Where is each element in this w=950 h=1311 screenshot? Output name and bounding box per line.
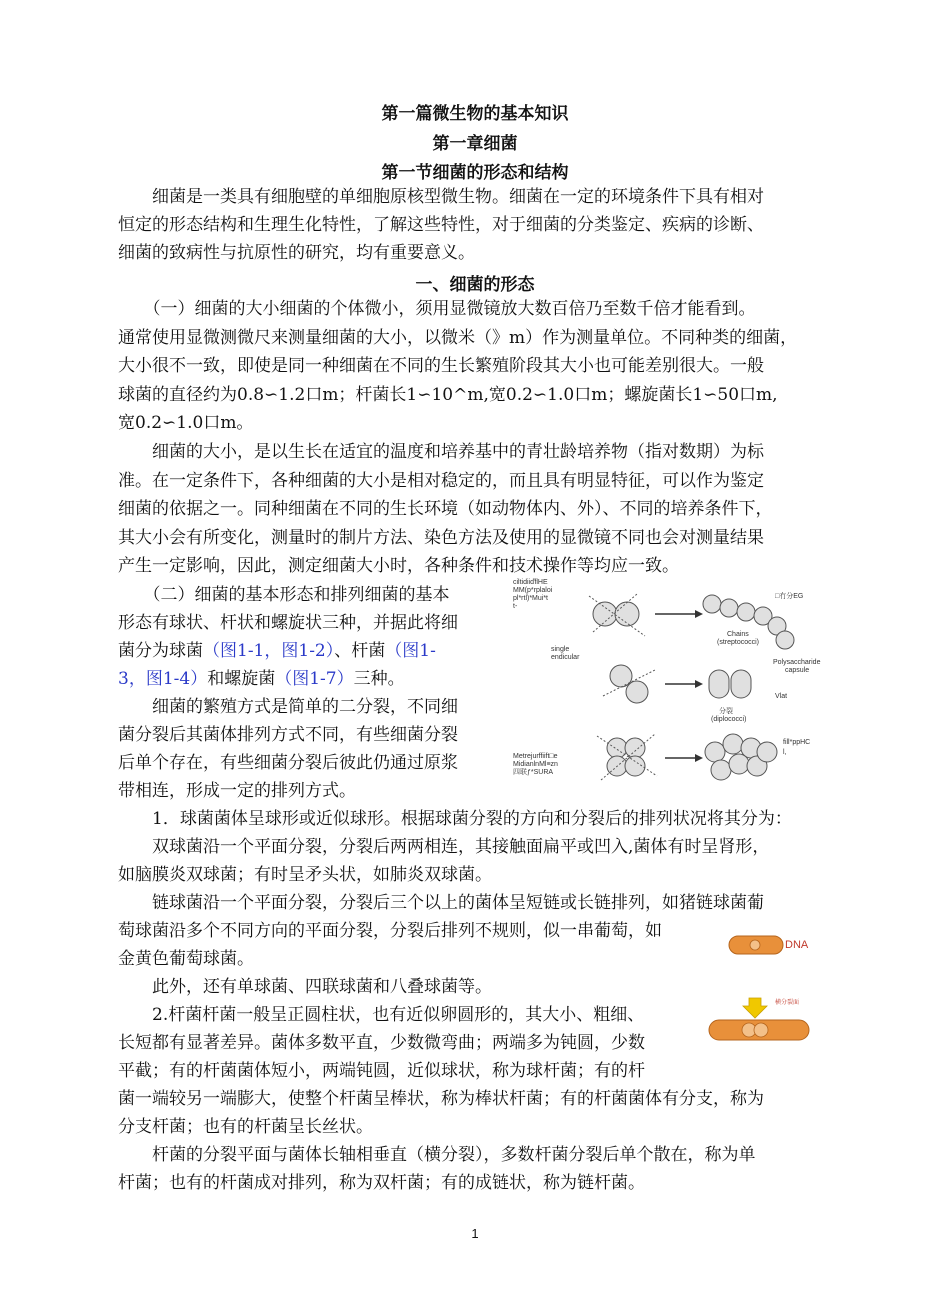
arrow-icon xyxy=(695,754,703,762)
cocci-line: 链球菌沿一个平面分裂，分裂后三个以上的菌体呈短链或长链排列，如猪链球菌葡 xyxy=(118,893,764,913)
cocci-pair-row1 xyxy=(589,594,645,636)
figure-label: 分裂 xyxy=(719,708,733,715)
figure-label: (streptococci) xyxy=(717,639,760,646)
arrow-down-icon xyxy=(743,998,767,1018)
figure-label: pl*rtl)*Mui*t xyxy=(513,595,549,602)
page-number: 1 xyxy=(471,1226,479,1241)
figure-label: MM(p*rplaloi xyxy=(513,587,553,594)
arrow-icon xyxy=(695,680,703,688)
figure-label: □冇分EG xyxy=(775,593,804,600)
rod-line: 分支杆菌；也有的杆菌呈长丝状。 xyxy=(118,1117,373,1137)
figure-label: ciltidiiďflHE xyxy=(513,579,548,586)
dividing-bacterium-image xyxy=(725,930,815,958)
dna-label: DNA xyxy=(785,939,809,951)
diplococci-row2 xyxy=(603,665,655,703)
figure-label: (diplococci) xyxy=(711,716,747,723)
repro-line: 后单个存在，有些细菌分裂后彼此仍通过原浆 xyxy=(118,753,458,773)
arrow-icon xyxy=(695,610,703,618)
cocci-line: 1．球菌菌体呈球形或近似球形。根据球菌分裂的方向和分裂后的排列状况将其分为： xyxy=(118,809,792,829)
diplococci-pair xyxy=(709,670,751,698)
staphylococci-cluster xyxy=(705,734,777,780)
figure-label: single xyxy=(551,646,570,653)
figure-label: Metrejurffiift□e xyxy=(513,753,558,760)
size-line-2: 准。在一定条件下，各种细菌的大小是相对稳定的，而且具有明显特征，可以作为鉴定 xyxy=(118,471,764,491)
chapter-title: 第一章细菌 xyxy=(432,134,518,154)
size-line: 宽0.2∽1.0口m。 xyxy=(118,413,254,433)
figure-label: l, xyxy=(783,749,787,756)
figure-ref-link[interactable]: 3，图1-4） xyxy=(118,669,208,689)
shape-line: （二）细菌的基本形态和排列细菌的基本 xyxy=(118,585,450,605)
rod-line: 杆菌；也有的杆菌成对排列，称为双杆菌；有的成链状，称为链杆菌。 xyxy=(118,1173,645,1193)
tetrad-row3 xyxy=(597,734,657,780)
size-line: 球菌的直径约为0.8∽1.2口m；杆菌长1∽10^m,宽0.2∽1.0口m；螺旋菌长1∽50口m, xyxy=(118,385,778,405)
size-line: 通常使用显微测微尺来测量细菌的大小，以微米（》m）作为测量单位。不同种类的细菌， xyxy=(118,328,798,348)
size-line: （一）细菌的大小细菌的个体微小，须用显微镜放大数百倍乃至数千倍才能看到。 xyxy=(118,299,756,319)
rod-division-image xyxy=(705,994,815,1052)
size-line-2: 细菌的大小，是以生长在适宜的温度和培养基中的青壮龄培养物（指对数期）为标 xyxy=(118,442,764,462)
repro-line: 带相连，形成一定的排列方式。 xyxy=(118,781,356,801)
repro-line: 细菌的繁殖方式是简单的二分裂，不同细 xyxy=(118,697,458,717)
cocci-line: 萄球菌沿多个不同方向的平面分裂，分裂后排列不规则，似一串葡萄，如 xyxy=(118,921,662,941)
figure-ref-link[interactable]: （图1- xyxy=(385,641,436,661)
rod-label: 横分裂面 xyxy=(775,1000,800,1006)
cocci-line: 双球菌沿一个平面分裂，分裂后两两相连，其接触面扁平或凹入,菌体有时呈肾形， xyxy=(118,837,770,857)
rod-line: 平截；有的杆菌菌体短小，两端钝圆，近似球状，称为球杆菌；有的杆 xyxy=(118,1061,645,1081)
figure-label: Chains xyxy=(727,631,749,638)
figure-label: MidianlnMl≡zn xyxy=(513,761,558,768)
cocci-division-figure xyxy=(505,576,835,786)
shape-text: 菌分为球菌 xyxy=(118,641,203,661)
shape-text: 、杆菌 xyxy=(334,641,386,661)
shape-text: 三种。 xyxy=(353,669,405,689)
size-line-2: 其大小会有所变化，测量时的制片方法、染色方法及使用的显微镜不同也会对测量结果 xyxy=(118,528,764,548)
shape-text: 和螺旋菌 xyxy=(207,669,276,689)
figure-label: endicular xyxy=(551,654,580,661)
intro-line: 细菌的致病性与抗原性的研究，均有重要意义。 xyxy=(118,243,475,263)
figure-ref-link[interactable]: （图1-7） xyxy=(275,669,354,689)
cocci-line: 金黄色葡萄球菌。 xyxy=(118,949,254,969)
part-title: 第一篇微生物的基本知识 xyxy=(381,104,569,124)
rod-line: 菌一端较另一端膨大，使整个杆菌呈棒状，称为棒状杆菌；有的杆菌菌体有分支，称为 xyxy=(118,1089,764,1109)
figure-label: Vlat xyxy=(775,693,788,700)
intro-line: 恒定的形态结构和生理生化特性，了解这些特性，对于细菌的分类鉴定、疾病的诊断、 xyxy=(118,215,764,235)
figure-label: 四联ƒ*SURA xyxy=(513,769,554,776)
figure-label: fill*ppHC xyxy=(783,739,811,746)
rod-line: 长短都有显著差异。菌体多数平直，少数微弯曲；两端多为钝圆，少数 xyxy=(118,1033,645,1053)
figure-label: capsule xyxy=(785,667,810,674)
figure-label: t- xyxy=(513,603,518,610)
figure-label: Polysaccharide xyxy=(773,659,821,666)
rod-line: 2.杆菌杆菌一般呈正圆柱状，也有近似卵圆形的，其大小、粗细、 xyxy=(118,1005,645,1025)
size-line-2: 产生一定影响，因此，测定细菌大小时，各种条件和技术操作等均应一致。 xyxy=(118,556,679,576)
intro-line: 细菌是一类具有细胞壁的单细胞原核型微生物。细菌在一定的环境条件下具有相对 xyxy=(118,187,764,207)
shape-line: 形态有球状、杆状和螺旋状三种，并据此将细 xyxy=(118,613,458,633)
size-line-2: 细菌的依据之一。同种细菌在不同的生长环境（如动物体内、外）、不同的培养条件下， xyxy=(118,499,773,519)
size-line: 大小很不一致，即使是同一种细菌在不同的生长繁殖阶段其大小也可能差别很大。一般 xyxy=(118,356,764,376)
cocci-line: 如脑膜炎双球菌；有时呈矛头状，如肺炎双球菌。 xyxy=(118,865,492,885)
shape-line xyxy=(118,668,405,690)
subsection-title: 一、细菌的形态 xyxy=(415,275,535,295)
shape-line xyxy=(118,640,436,662)
cocci-line: 此外，还有单球菌、四联球菌和八叠球菌等。 xyxy=(118,977,492,997)
section-title: 第一节细菌的形态和结构 xyxy=(381,163,569,183)
repro-line: 菌分裂后其菌体排列方式不同，有些细菌分裂 xyxy=(118,725,458,745)
rod-line: 杆菌的分裂平面与菌体长轴相垂直（横分裂），多数杆菌分裂后单个散在，称为单 xyxy=(118,1145,756,1165)
figure-ref-link[interactable]: （图1-1，图1-2） xyxy=(203,641,335,661)
